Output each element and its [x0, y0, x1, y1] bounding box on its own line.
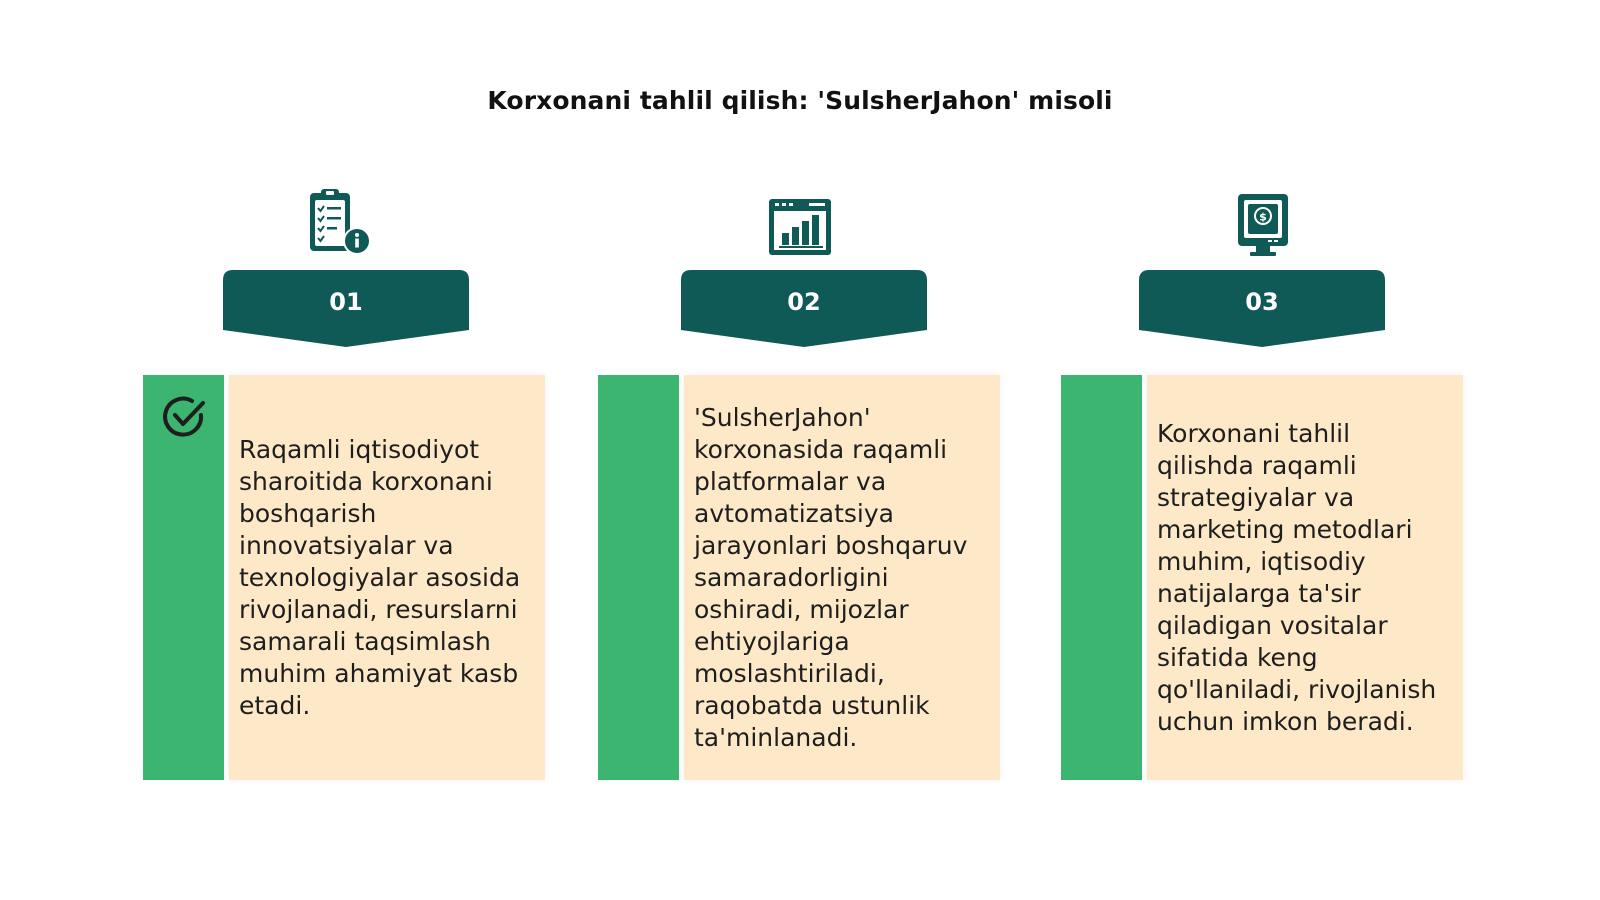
- step-number: 02: [787, 288, 821, 316]
- card-text: Korxonani tahlil qilishda raqamli strategiyalar va marketing metodlari muhim, iqtisodiy natijalarga ta'sir qiladigan vositalar sifatida keng qo'llaniladi, rivojlanish uchun imkon beradi.: [1157, 418, 1437, 736]
- step-card-01: [143, 375, 547, 780]
- page-title: Korxonani tahlil qilish: 'SulsherJahon' misoli: [487, 86, 1113, 115]
- svg-text:$: $: [1259, 210, 1267, 224]
- card-accent-bar: [143, 375, 224, 780]
- card-panel: [229, 375, 545, 780]
- step-label-01: [223, 270, 469, 350]
- card-panel: [684, 375, 1000, 780]
- step-number: 03: [1245, 288, 1279, 316]
- check-circle-icon: [161, 393, 209, 441]
- step-label-03: [1139, 270, 1385, 350]
- step-card-02: [598, 375, 1002, 780]
- card-accent-bar: [598, 375, 679, 780]
- monitor-dollar-icon: [1228, 190, 1298, 260]
- card-text: 'SulsherJahon' korxonasida raqamli platformalar va avtomatizatsiya jarayonlari boshqaruv samaradorligini oshiradi, mijozlar ehtiyojlariga moslashtiriladi, raqobatda ustunlik ta'minlanadi.: [694, 402, 968, 752]
- clipboard-checklist-info-icon: [304, 187, 374, 257]
- step-card-03: [1061, 375, 1465, 780]
- step-number: 01: [329, 288, 363, 316]
- card-panel: [1147, 375, 1463, 780]
- browser-bar-chart-icon: [765, 193, 835, 263]
- step-label-02: [681, 270, 927, 350]
- card-accent-bar: [1061, 375, 1142, 780]
- card-text: Raqamli iqtisodiyot sharoitida korxonani boshqarish innovatsiyalar va texnologiyalar asosida rivojlanadi, resurslarni samarali taqsimlash muhim ahamiyat kasb etadi.: [239, 434, 521, 720]
